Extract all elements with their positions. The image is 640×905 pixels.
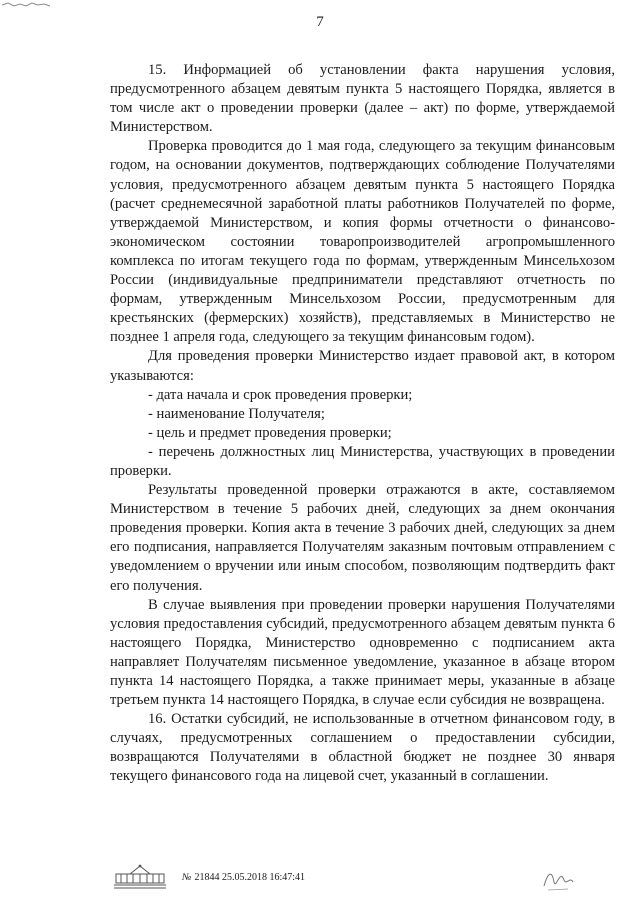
paragraph-15: 15. Информацией об установлении факта нарушения условия, предусмотренного абзацем девятым пункта 5 настоящего Порядка, является в том числе акт о проведении проверки (далее – акт) по форме, утверждаемой Министерством. bbox=[110, 62, 615, 136]
footer bbox=[112, 862, 532, 892]
building-emblem-icon bbox=[112, 862, 168, 890]
paragraph-16: 16. Остатки субсидий, не использованные в отчетном финансовом году, в случаях, предусмотренных соглашением о предоставлении субсидии, возвращаются Получателями в областной бюджет не позднее 30 января текущего финансового года на лицевой счет, указанный в соглашении. bbox=[110, 711, 615, 785]
paragraph-violation: В случае выявления при проведении проверки нарушения Получателями условия предоставления субсидий, предусмотренного абзацем девятым пункта 6 настоящего Порядка, Министерство одновременно с подписанием акта направляет Получателям письменное уведомление, указанное в абзаце втором пункта 14 настоящего Порядка, а также принимает меры, указанные в абзаце третьем пункта 14 настоящего Порядка, в случае если субсидия не возвращена. bbox=[110, 596, 615, 709]
list-item: - наименование Получателя; bbox=[148, 405, 325, 422]
paragraph-check: Проверка проводится до 1 мая года, следующего за текущим финансовым годом, на основании документов, подтверждающих соблюдение Получателями условия, предусмотренного абзацем девятым пункта 5 настоящего Порядка (расчет среднемесячной заработной платы работников Получателей по форме, утверждаемой Министерством, и копия формы отчетности о финансово-экономическом состоянии товаропроизводителей агропромышленного комплекса по итогам текущего года по формам, утвержденным Минсельхозом России (индивидуальные предприниматели представляют отчетность по формам, утвержденным Минсельхозом России, предусмотренным для крестьянских (фермерских) хозяйств), представляемых в Министерство не позднее 1 апреля года, следующего за текущим финансовым годом). bbox=[110, 138, 615, 346]
number-sign: № bbox=[182, 872, 192, 883]
list-item: - цель и предмет проведения проверки; bbox=[148, 424, 392, 441]
document-body bbox=[110, 61, 615, 787]
registration-text: 21844 25.05.2018 16:47:41 bbox=[194, 872, 305, 883]
handwritten-initials-mark bbox=[538, 862, 578, 896]
list-item: - дата начала и срок проведения проверки; bbox=[148, 386, 413, 403]
paragraph-results: Результаты проведенной проверки отражаются в акте, составляемом Министерством в течение 5 рабочих дней, следующих за днем окончания проведения проверки. Копия акта в течение 3 рабочих дней, следующих за днем его подписания, направляется Получателям заказным почтовым отправлением с уведомлением о вручении или иным способом, позволяющим подтвердить факт его получения. bbox=[110, 482, 615, 594]
list-item: - перечень должностных лиц Министерства, участвующих в проведении проверки. bbox=[110, 443, 615, 479]
registration-stamp bbox=[182, 872, 305, 883]
scan-artifact-mark bbox=[0, 0, 60, 10]
page-number: 7 bbox=[316, 14, 324, 30]
paragraph-legal-act: Для проведения проверки Министерство издает правовой акт, в котором указываются: bbox=[110, 348, 615, 384]
